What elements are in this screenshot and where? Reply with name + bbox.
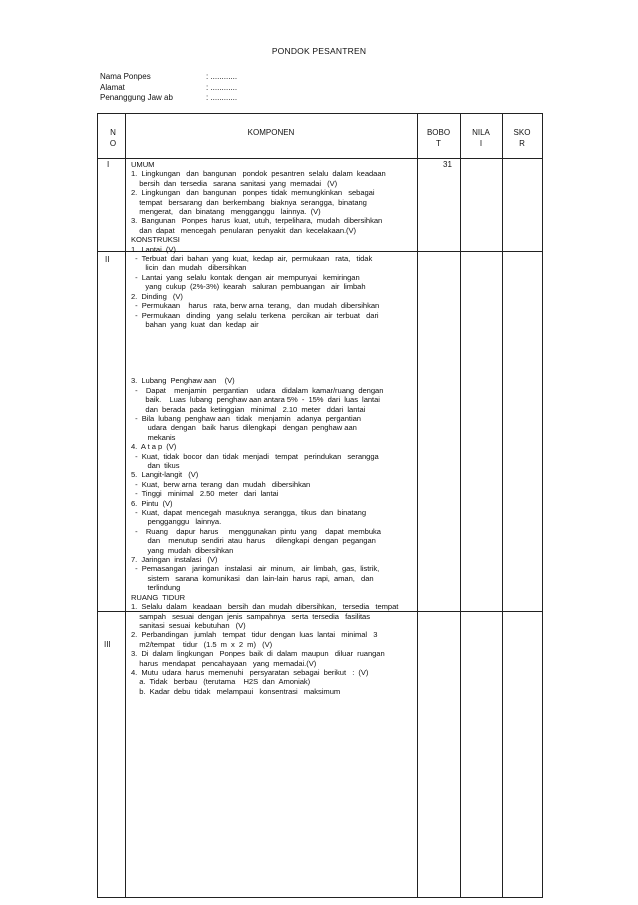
header-no-line: O bbox=[109, 139, 117, 148]
info-block bbox=[100, 72, 237, 104]
komponen-line: - Pemasangan jaringan instalasi air minum, air limbah, gas, listrik, bbox=[131, 564, 380, 574]
komponen-line: 7. Jaringan instalasi (V) bbox=[131, 555, 218, 565]
header-no bbox=[100, 127, 126, 149]
info-label: Alamat bbox=[100, 82, 125, 92]
komponen-line: baik. Luas lubang penghaw aan antara 5% - 15% dari luas lantai bbox=[131, 395, 380, 405]
header-nilai-line: I bbox=[479, 139, 483, 148]
komponen-line: RUANG TIDUR bbox=[131, 592, 186, 602]
komponen-line: sampah sesuai dengan jenis sampahnya serta tersedia fasilitas bbox=[131, 611, 370, 621]
komponen-line bbox=[131, 367, 398, 376]
komponen-line: mekanis bbox=[131, 432, 176, 442]
komponen-line: sanitasi sesuai kebutuhan (V) bbox=[131, 620, 246, 630]
komponen-line: - Kuat, tidak bocor dan tidak menjadi tempat perindukan serangga bbox=[131, 451, 379, 461]
komponen-line: m2/tempat tidur (1.5 m x 2 m) (V) bbox=[131, 639, 273, 649]
row-number-konstruksi: II bbox=[105, 255, 110, 264]
komponen-line: licin dan mudah dibersihkan bbox=[131, 263, 247, 273]
komponen-line: KONSTRUKSI bbox=[131, 235, 180, 245]
info-value: : ............ bbox=[206, 93, 238, 102]
komponen-line: dan tikus bbox=[131, 461, 180, 470]
komponen-line: 2. Lingkungan dan bangunan ponpes tidak memungkinkan sebagai bbox=[131, 188, 375, 198]
komponen-line: UMUM bbox=[131, 160, 155, 169]
row-number-ruang-tidur: III bbox=[104, 640, 111, 649]
komponen-line: yang mudah dibersihkan bbox=[131, 545, 234, 555]
komponen-line: a. Tidak berbau (terutama H2S dan Amoniak) bbox=[131, 677, 311, 687]
header-no-line: N bbox=[110, 128, 116, 137]
row-number-umum: I bbox=[107, 160, 110, 169]
komponen-line: - Dapat menjamin pergantian udara didalam kamar/ruang dengan bbox=[131, 385, 384, 395]
komponen-line: dan dapat mencegah penularan penyakit dan kecelakaan.(V) bbox=[131, 225, 357, 235]
komponen-line: dan berada pada ketinggian minimal 2.10 meter ddari lantai bbox=[131, 404, 366, 414]
header-nilai-line: NILA bbox=[472, 128, 490, 137]
komponen-line: yang cukup (2%-3%) kearah saluran pembuangan air limbah bbox=[131, 282, 366, 292]
info-label: Nama Ponpes bbox=[100, 72, 151, 81]
komponen-line: - Ruang dapur harus menggunakan pintu yang dapat membuka bbox=[131, 526, 381, 536]
info-label: Penanggung Jaw ab bbox=[100, 93, 173, 102]
komponen-line: b. Kadar debu tidak melampaui konsentrasi maksimum bbox=[131, 686, 341, 696]
komponen-line: 3. Di dalam lingkungan Ponpes baik di dalam maupun diluar ruangan bbox=[131, 649, 385, 659]
column-divider bbox=[460, 114, 461, 897]
info-value: : ............ bbox=[206, 72, 238, 81]
komponen-line: 4. A t a p (V) bbox=[131, 442, 177, 452]
komponen-line: 2. Perbandingan jumlah tempat tidur dengan luas lantai minimal 3 bbox=[131, 630, 378, 640]
komponen-line: 2. Dinding (V) bbox=[131, 291, 183, 301]
komponen-line: 1. Lingkungan dan bangunan pondok pesantren selalu dalam keadaan bbox=[131, 169, 386, 179]
column-divider bbox=[417, 114, 418, 897]
header-skor bbox=[502, 127, 542, 149]
komponen-line: - Permukaan dinding yang selalu terkena percikan air terbuat dari bbox=[131, 310, 379, 320]
komponen-line: - Kuat, berw arna terang dan mudah dibersihkan bbox=[131, 479, 311, 489]
komponen-line: 1. Lantai (V) bbox=[131, 244, 176, 254]
header-bobot bbox=[417, 127, 460, 149]
komponen-line: 1. Selalu dalam keadaan bersih dan mudah dibersihkan, tersedia tempat bbox=[131, 602, 399, 612]
komponen-line: 6. Pintu (V) bbox=[131, 498, 173, 508]
header-skor-line: R bbox=[519, 139, 525, 148]
komponen-line: pengganggu lainnya. bbox=[131, 517, 222, 527]
komponen-line: udara dengan baik harus dilengkapi dengan penghaw aan bbox=[131, 423, 357, 433]
info-value: : ............ bbox=[206, 82, 238, 92]
komponen-line bbox=[131, 348, 398, 357]
komponen-line: - Tinggi minimal 2.50 meter dari lantai bbox=[131, 489, 279, 499]
komponen-line: - Kuat, dapat mencegah masuknya serangga, tikus dan binatang bbox=[131, 508, 367, 518]
komponen-line: mengerat, dan binatang mengganggu lainnya. (V) bbox=[131, 207, 321, 217]
column-divider bbox=[125, 114, 126, 897]
document-title: PONDOK PESANTREN bbox=[271, 46, 367, 56]
header-komponen: KOMPONEN bbox=[247, 128, 295, 137]
komponen-line bbox=[131, 358, 398, 367]
column-divider bbox=[502, 114, 503, 897]
komponen-line: tempat bersarang dan berkembang biaknya serangga, binatang bbox=[131, 197, 367, 207]
header-bobot-line: T bbox=[436, 139, 441, 148]
header-divider bbox=[98, 158, 542, 159]
header-nilai bbox=[460, 127, 502, 149]
komponen-line bbox=[131, 329, 398, 338]
komponen-content bbox=[131, 160, 398, 696]
komponen-line: harus mendapat pencahayaan yang memadai.(V) bbox=[131, 658, 317, 668]
komponen-line: - Permukaan harus rata, berw arna terang, dan mudah dibersihkan bbox=[131, 301, 380, 311]
header-skor-line: SKO bbox=[513, 128, 531, 137]
komponen-line: 3. Lubang Penghaw aan (V) bbox=[131, 376, 235, 386]
bobot-umum: 31 bbox=[443, 160, 452, 169]
info-row-penanggung bbox=[100, 93, 237, 104]
komponen-line: 3. Bangunan Ponpes harus kuat, utuh, terpelihara, mudah dibersihkan bbox=[131, 216, 383, 226]
info-row-nama bbox=[100, 72, 237, 83]
komponen-line: dan menutup sendiri atau harus dilengkapi dengan pegangan bbox=[131, 536, 376, 546]
komponen-line: - Lantai yang selalu kontak dengan air mempunyai kemiringan bbox=[131, 272, 360, 282]
komponen-line: bahan yang kuat dan kedap air bbox=[131, 319, 259, 329]
komponen-line bbox=[131, 339, 398, 348]
komponen-line: 4. Mutu udara harus memenuhi persyaratan sebagai berikut : (V) bbox=[131, 667, 369, 677]
info-row-alamat bbox=[100, 83, 237, 94]
komponen-line: bersih dan tersedia sarana sanitasi yang memadai (V) bbox=[131, 178, 338, 188]
komponen-line: sistem sarana komunikasi dan lain-lain harus rapi, aman, dan bbox=[131, 573, 374, 583]
komponen-line: - Terbuat dari bahan yang kuat, kedap air, permukaan rata, tidak bbox=[131, 254, 373, 264]
header-bobot-line: BOBO bbox=[426, 128, 451, 137]
komponen-line: 5. Langit-langit (V) bbox=[131, 470, 199, 480]
komponen-line: - Bila lubang penghaw aan tidak menjamin adanya pergantian bbox=[131, 413, 361, 423]
komponen-line: terlindung bbox=[131, 583, 181, 593]
